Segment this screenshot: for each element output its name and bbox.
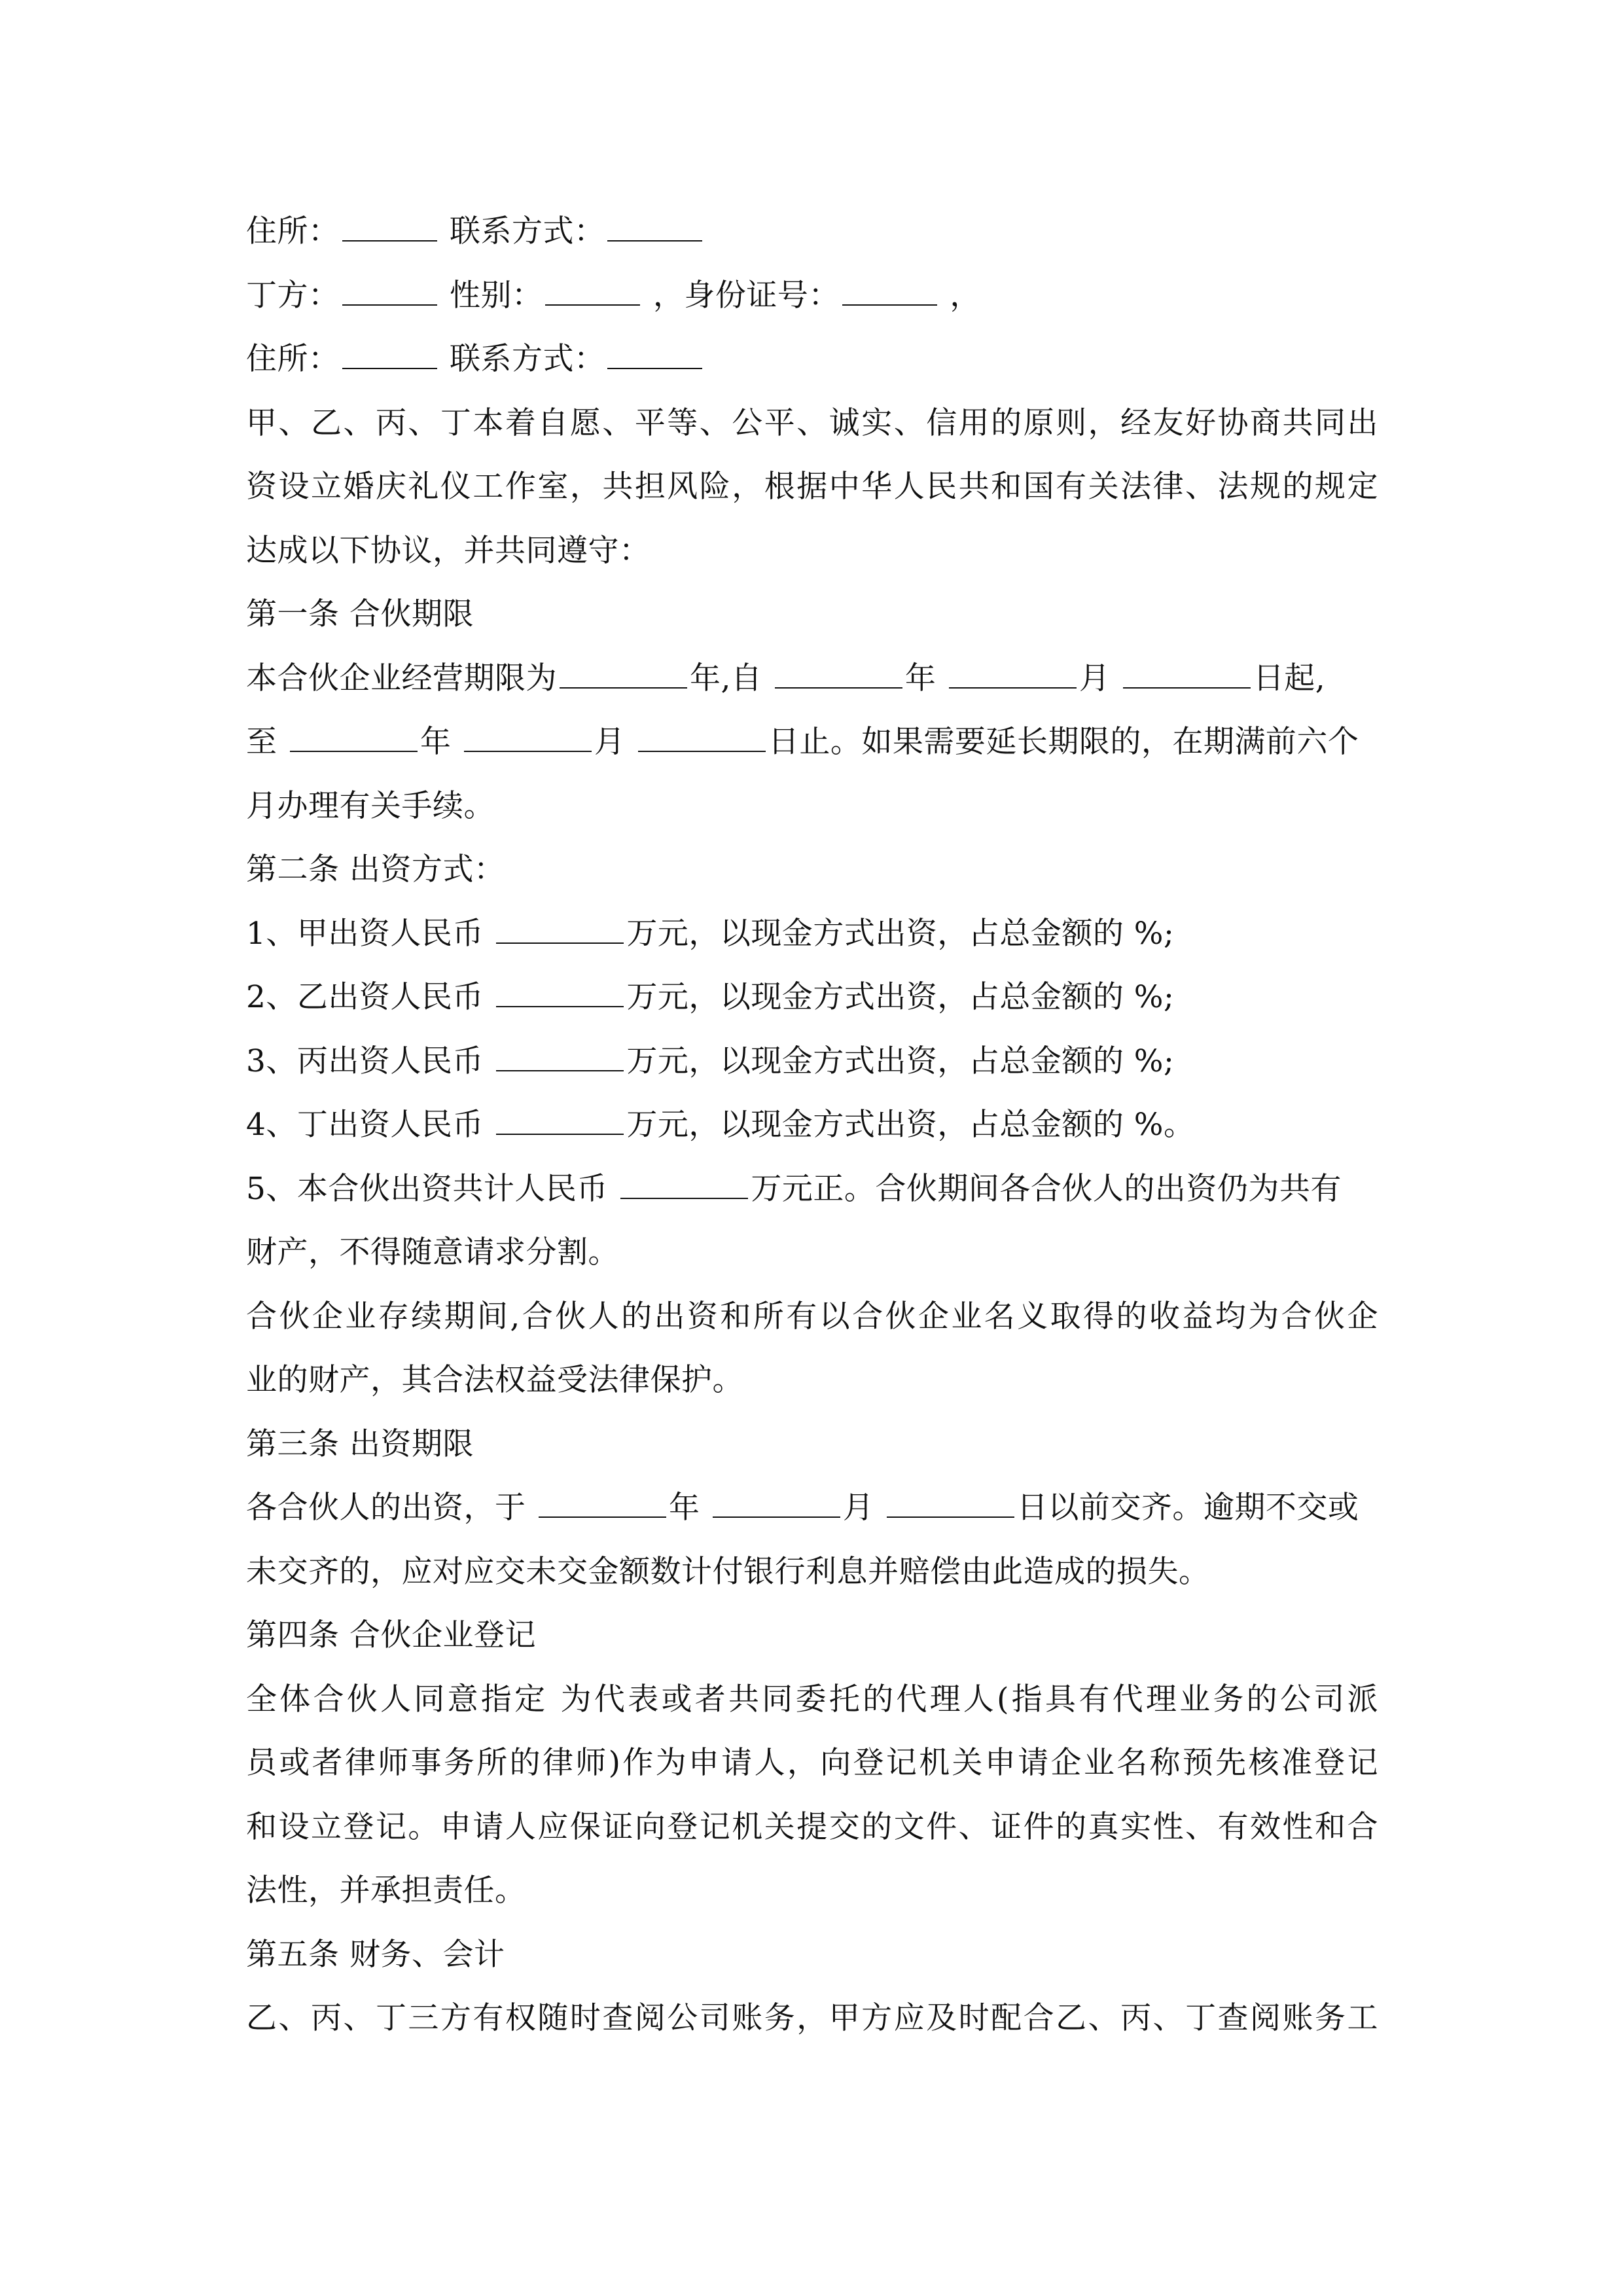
residence-line-2 (246, 327, 1378, 391)
preamble-line-3: 达成以下协议，并共同遵守： (246, 532, 651, 569)
article-4-heading: 第四条 合伙企业登记 (246, 1617, 536, 1653)
contribution-c (246, 1030, 1378, 1094)
end-month-blank[interactable] (464, 725, 592, 752)
preamble-line-1: 甲、乙、丙、丁本着自愿、平等、公平、诚实、信用的原则，经友好协商共同出 (246, 404, 1378, 441)
year-text: 年 (668, 1490, 700, 1526)
contribution-a-amount-blank[interactable] (496, 916, 624, 944)
contact-label: 联系方式： (449, 213, 605, 249)
residence-label: 住所： (246, 341, 340, 377)
gender-label: 性别： (449, 277, 543, 314)
finance-line-1: 乙、丙、丁三方有权随时查阅公司账务，甲方应及时配合乙、丙、丁查阅账务工 (246, 2000, 1378, 2036)
start-day-blank[interactable] (1123, 661, 1251, 689)
deadline-label: 各合伙人的出资，于 (246, 1490, 526, 1526)
contribution-label: 1、甲出资人民币 (246, 915, 484, 952)
year-text: 年 (904, 660, 936, 696)
deadline-text: 日以前交齐。逾期不交或 (1016, 1490, 1359, 1526)
contribution-label: 3、丙出资人民币 (246, 1043, 484, 1079)
contract-body (246, 200, 1378, 2051)
preamble-line-2: 资设立婚庆礼仪工作室，共担风险，根据中华人民共和国有关法律、法规的规定 (246, 469, 1378, 505)
id-number-blank[interactable] (842, 278, 937, 306)
party-d-label: 丁方： (246, 277, 340, 314)
contribution-label: 2、乙出资人民币 (246, 979, 484, 1015)
term-label: 本合伙企业经营期限为 (246, 660, 557, 696)
start-year-blank[interactable] (775, 661, 902, 689)
contribution-text: 万元，以现金方式出资，占总金额的 %; (626, 979, 1175, 1015)
contribution-total-cont: 财产，不得随意请求分割。 (246, 1234, 619, 1270)
contribution-b-amount-blank[interactable] (496, 980, 624, 1007)
contribution-label: 4、丁出资人民币 (246, 1107, 484, 1143)
contribution-b (246, 965, 1378, 1030)
contribution-text: 万元，以现金方式出资，占总金额的 %。 (626, 1107, 1195, 1143)
contribution-d-amount-blank[interactable] (496, 1107, 624, 1135)
registration-line-4: 法性，并承担责任。 (246, 1873, 526, 1909)
residence-label: 住所： (246, 213, 340, 249)
end-year-blank[interactable] (290, 725, 418, 752)
deadline-month-blank[interactable] (713, 1490, 840, 1518)
month-text: 月 (1079, 660, 1111, 696)
deadline-line-2: 未交齐的，应对应交未交金额数计付银行利息并赔偿由此造成的损失。 (246, 1553, 1210, 1590)
registration-line-2: 员或者律师事务所的律师)作为申请人，向登记机关申请企业名称预先核准登记 (246, 1745, 1378, 1781)
article-3-heading: 第三条 出资期限 (246, 1426, 474, 1462)
residence-blank[interactable] (342, 342, 437, 369)
partnership-property-line-2: 业的财产，其合法权益受法律保护。 (246, 1362, 743, 1398)
registration-line-3: 和设立登记。申请人应保证向登记机关提交的文件、证件的真实性、有效性和合 (246, 1808, 1378, 1845)
year-from-text: 年,自 (690, 660, 762, 696)
article-2-heading: 第二条 出资方式： (246, 852, 505, 888)
contact-label: 联系方式： (449, 341, 605, 377)
term-line-3: 月办理有关手续。 (246, 787, 495, 824)
total-amount-blank[interactable] (620, 1172, 748, 1199)
term-line-2 (246, 710, 1378, 774)
deadline-year-blank[interactable] (539, 1490, 666, 1518)
article-1-heading: 第一条 合伙期限 (246, 596, 474, 632)
residence-blank[interactable] (342, 214, 437, 242)
contribution-a (246, 902, 1378, 966)
article-5-heading: 第五条 财务、会计 (246, 1936, 505, 1973)
deadline-line-1 (246, 1476, 1378, 1540)
partnership-property-line-1: 合伙企业存续期间,合伙人的出资和所有以合伙企业名义取得的收益均为合伙企 (246, 1298, 1378, 1335)
comma: ， (950, 277, 981, 314)
party-d-line (246, 264, 1378, 328)
day-start-text: 日起, (1253, 660, 1326, 696)
term-years-blank[interactable] (560, 661, 687, 689)
contribution-total (246, 1157, 1378, 1221)
month-text: 月 (842, 1490, 874, 1526)
start-month-blank[interactable] (949, 661, 1077, 689)
contribution-text: 万元，以现金方式出资，占总金额的 %; (626, 1043, 1175, 1079)
gender-blank[interactable] (545, 278, 640, 306)
term-line-1 (246, 647, 1378, 711)
end-day-blank[interactable] (638, 725, 766, 752)
party-d-name-blank[interactable] (342, 278, 437, 306)
contribution-text: 万元，以现金方式出资，占总金额的 %; (626, 915, 1175, 952)
total-text: 万元正。合伙期间各合伙人的出资仍为共有 (751, 1170, 1342, 1207)
month-text: 月 (594, 724, 626, 760)
contact-blank[interactable] (607, 214, 702, 242)
registration-line-1: 全体合伙人同意指定 为代表或者共同委托的代理人(指具有代理业务的公司派 (246, 1681, 1378, 1717)
contribution-d (246, 1093, 1378, 1157)
contact-blank[interactable] (607, 342, 702, 369)
contribution-c-amount-blank[interactable] (496, 1044, 624, 1071)
to-text: 至 (246, 724, 277, 760)
total-label: 5、本合伙出资共计人民币 (246, 1170, 608, 1207)
residence-line-1 (246, 200, 1378, 264)
year-text: 年 (419, 724, 452, 760)
term-extension-text: 日止。如果需要延长期限的，在期满前六个 (768, 724, 1359, 760)
deadline-day-blank[interactable] (887, 1490, 1014, 1518)
id-number-label: ，身份证号： (652, 277, 840, 314)
